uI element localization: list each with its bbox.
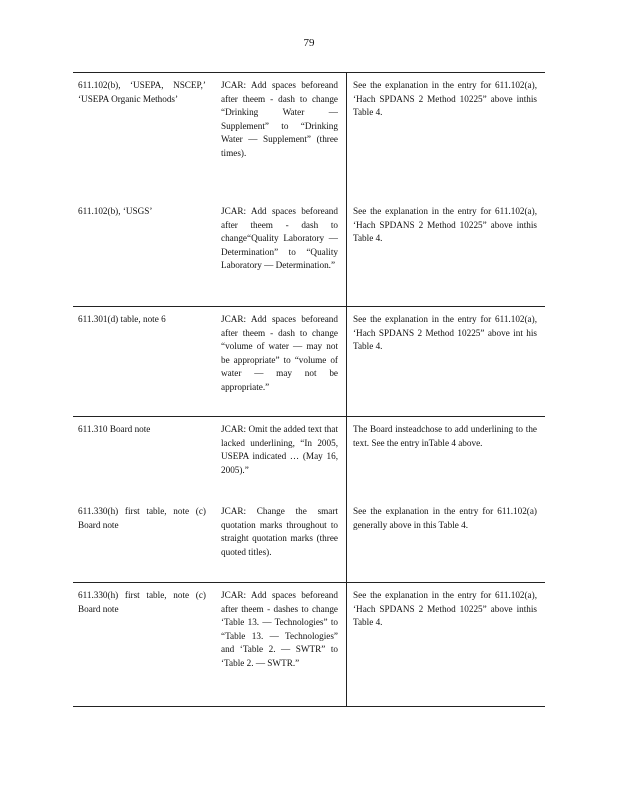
change-cell: JCAR: Add spaces beforeand after theem - dash to change “volume of water — may not be appropriate” to “volume of water — may not be appropriate.” xyxy=(221,314,338,392)
table-row xyxy=(73,199,545,307)
explanation-cell: See the explanation in the entry for 611.102(a) generally above in this Table 4. xyxy=(346,499,545,582)
change-cell: JCAR: Add spaces beforeand after theem - dash to change“Quality Laboratory — Determination” to “Quality Laboratory — Determination.” xyxy=(221,206,338,271)
page-number: 79 xyxy=(303,37,315,49)
change-cell: JCAR: Change the smart quotation marks throughout to straight quotation marks (three quoted titles). xyxy=(221,506,338,557)
explanation-cell: See the explanation in the entry for 611.102(a), ‘Hach SPDANS 2 Method 10225” above int his Table 4. xyxy=(346,307,545,416)
explanation-cell: See the explanation in the entry for 611.102(a), ‘Hach SPDANS 2 Method 10225” above inthis Table 4. xyxy=(346,583,545,706)
change-cell: JCAR: Add spaces beforeand after theem - dash to change “Drinking Water — Supplement” to “Drinking Water — Supplement” (three times). xyxy=(221,80,338,158)
table-row xyxy=(73,307,545,417)
table-row xyxy=(73,73,545,199)
explanation-cell: The Board insteadchose to add underlining to the text. See the entry inTable 4 above. xyxy=(346,417,545,499)
change-cell: JCAR: Omit the added text that lacked underlining, “In 2005, USEPA indicated … (May 16, 2005).” xyxy=(221,424,338,475)
section-cell: 611.102(b), ‘USGS’ xyxy=(78,206,153,216)
section-cell: 611.102(b), ‘USEPA, NSCEP,’ ‘USEPA Organic Methods’ xyxy=(78,80,206,104)
section-cell: 611.310 Board note xyxy=(78,424,151,434)
table-row xyxy=(73,583,545,706)
section-cell: 611.330(h) first table, note (c) Board note xyxy=(78,590,206,614)
table-row xyxy=(73,499,545,583)
change-cell: JCAR: Add spaces beforeand after theem - dashes to change ‘Table 13. — Technologies” to “Table 13. — Technologies” and ‘Table 2. — SWTR” to ‘Table 2. — SWTR.” xyxy=(221,590,338,668)
explanation-cell: See the explanation in the entry for 611.102(a), ‘Hach SPDANS 2 Method 10225” above inthis Table 4. xyxy=(346,73,545,199)
table-row xyxy=(73,417,545,499)
amendments-table xyxy=(73,72,545,707)
section-cell: 611.330(h) first table, note (c) Board note xyxy=(78,506,206,530)
section-cell: 611.301(d) table, note 6 xyxy=(78,314,166,324)
explanation-cell: See the explanation in the entry for 611.102(a), ‘Hach SPDANS 2 Method 10225” above inthis Table 4. xyxy=(346,199,545,306)
